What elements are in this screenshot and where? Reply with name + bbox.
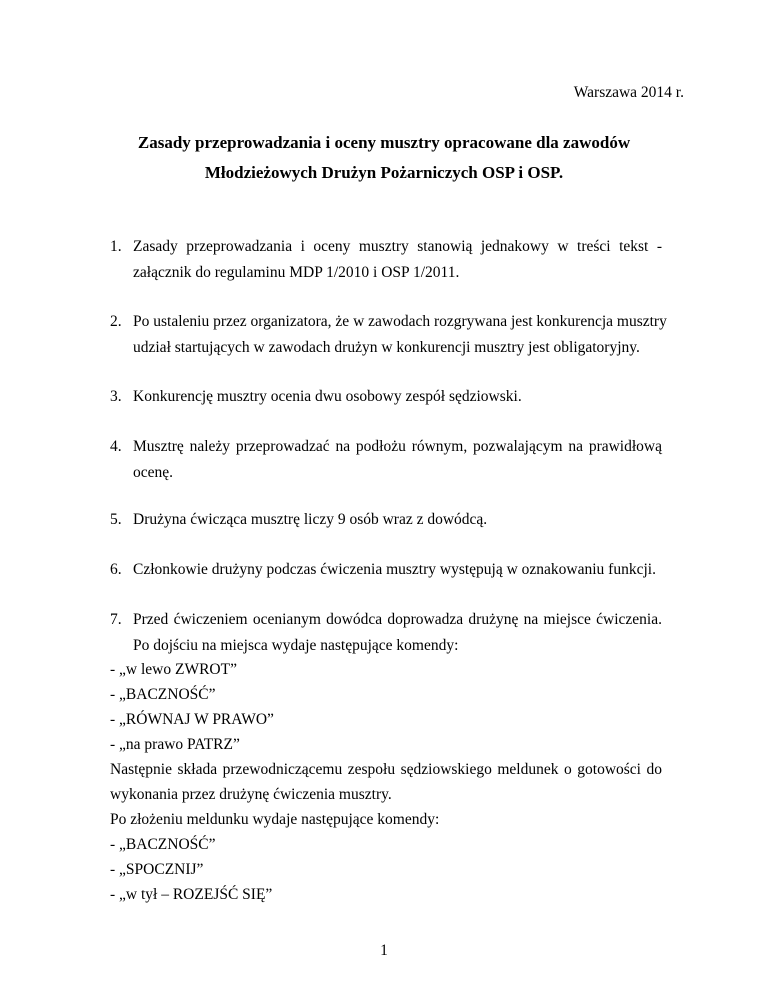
list-item-text-line: Po ustaleniu przez organizatora, że w zawodach rozgrywana jest konkurencja musztry: [133, 313, 667, 330]
list-item-text-line: Członkowie drużyny podczas ćwiczenia musztry występują w oznakowaniu funkcji.: [133, 561, 656, 578]
place-date: Warszawa 2014 r.: [573, 84, 684, 101]
list-item-text-line: Musztrę należy przeprowadzać na podłożu równym, pozwalającym na prawidłową: [133, 438, 662, 455]
list-item-number: 5.: [110, 511, 122, 528]
document-title-line-2: Młodzieżowych Drużyn Pożarniczych OSP i OSP.: [204, 163, 564, 182]
after-report-line: Po złożeniu meldunku wydaje następujące komendy:: [110, 811, 440, 828]
command-line: - „w tył – ROZEJŚĆ SIĘ”: [110, 886, 273, 903]
list-item-text-line: udział startujących w zawodach drużyn w konkurencji musztry jest obligatoryjny.: [133, 339, 640, 356]
page-number: 1: [380, 942, 388, 959]
list-item-number: 7.: [110, 611, 122, 628]
list-item-text-line: Zasady przeprowadzania i oceny musztry stanowią jednakowy w treści tekst -: [133, 238, 662, 255]
command-line: - „SPOCZNIJ”: [110, 861, 204, 878]
list-item-text-line: ocenę.: [133, 464, 174, 481]
command-line: - „RÓWNAJ W PRAWO”: [110, 711, 274, 728]
command-line: - „w lewo ZWROT”: [110, 661, 237, 678]
list-item-number: 6.: [110, 561, 122, 578]
list-item-text-line: Po dojściu na miejsca wydaje następujące komendy:: [133, 637, 459, 654]
command-line: - „BACZNOŚĆ”: [110, 686, 216, 703]
list-item-text-line: Drużyna ćwicząca musztrę liczy 9 osób wraz z dowódcą.: [133, 511, 488, 528]
command-line: - „na prawo PATRZ”: [110, 736, 240, 753]
paragraph-line-2: wykonania przez drużynę ćwiczenia musztry.: [110, 786, 392, 803]
paragraph-line-1: Następnie składa przewodniczącemu zespołu sędziowskiego meldunek o gotowości do: [110, 761, 662, 778]
list-item-number: 2.: [110, 313, 122, 330]
list-item-number: 1.: [110, 238, 122, 255]
list-item-text-line: załącznik do regulaminu MDP 1/2010 i OSP 1/2011.: [133, 264, 460, 281]
list-item-text-line: Konkurencję musztry ocenia dwu osobowy zespół sędziowski.: [133, 388, 522, 405]
command-line: - „BACZNOŚĆ”: [110, 836, 216, 853]
list-item-text-line: Przed ćwiczeniem ocenianym dowódca doprowadza drużynę na miejsce ćwiczenia.: [133, 611, 662, 628]
list-item-number: 3.: [110, 388, 122, 405]
list-item-number: 4.: [110, 438, 122, 455]
document-title-line-1: Zasady przeprowadzania i oceny musztry opracowane dla zawodów: [137, 133, 631, 152]
